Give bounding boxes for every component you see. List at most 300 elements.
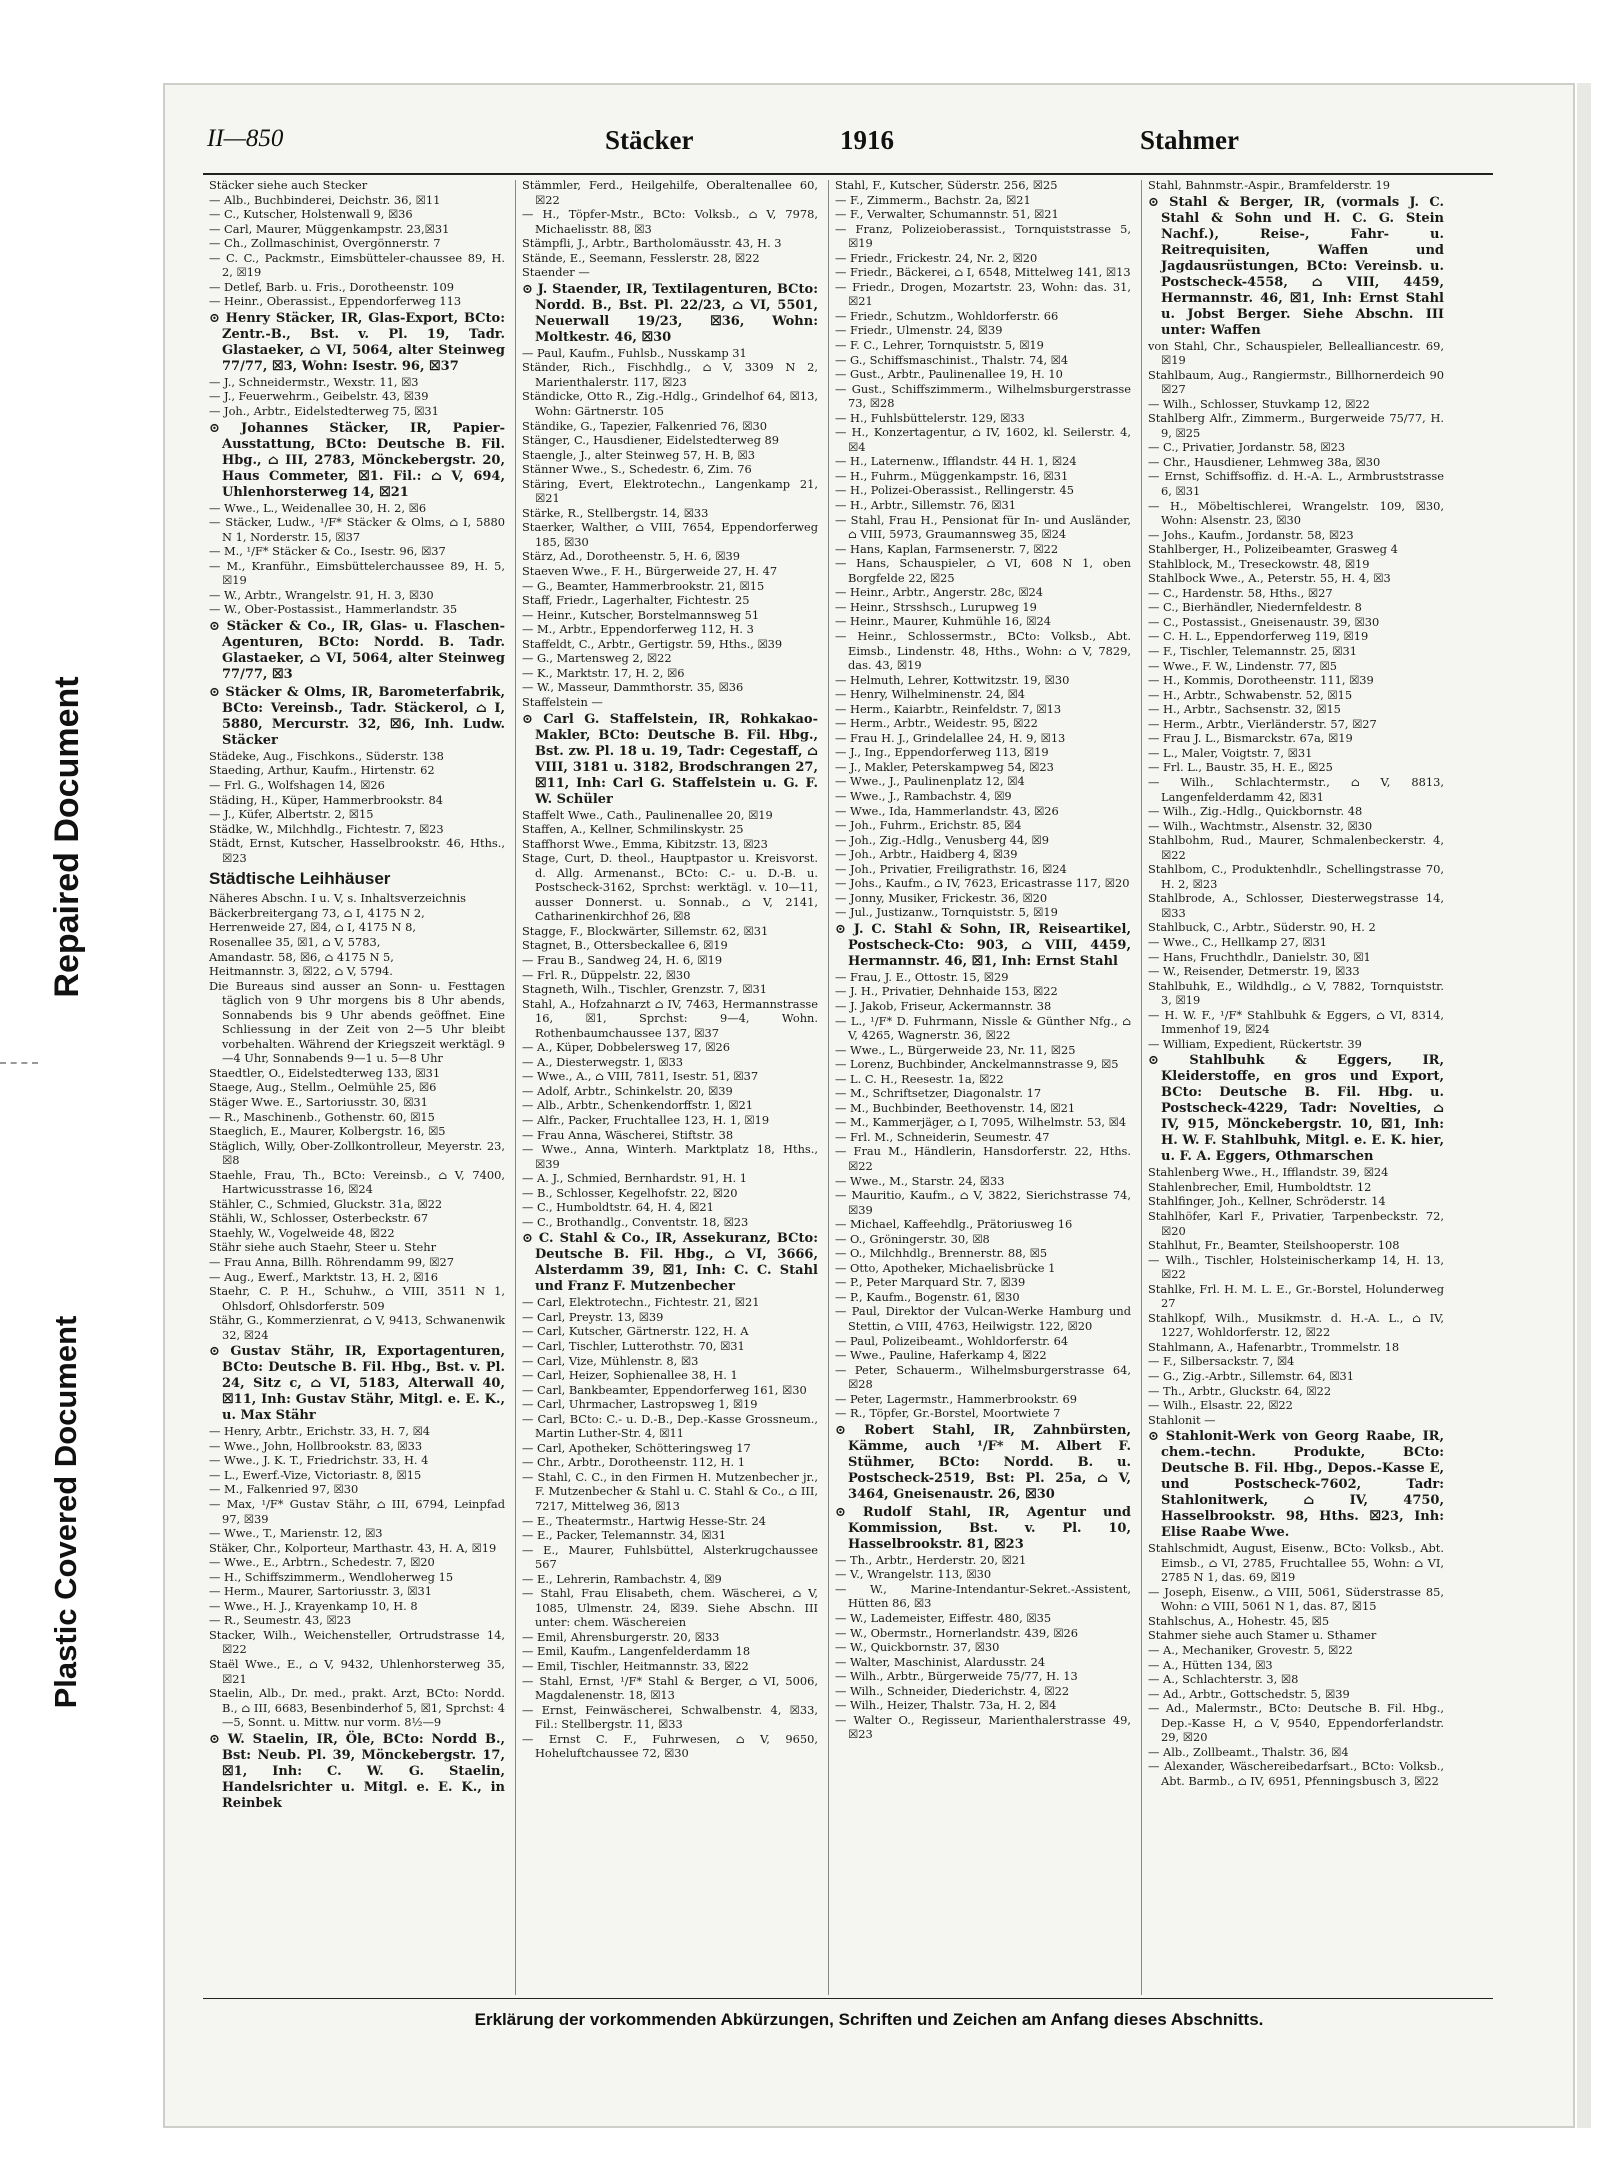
column-divider [1141, 180, 1142, 1995]
directory-entry: — Heinr., Arbtr., Angerstr. 28c, ☒24 [835, 585, 1044, 600]
directory-entry: Staelin, Alb., Dr. med., prakt. Arzt, BCto: Nordd. B., ⌂ III, 6683, Besenbinderhof 5, ☒1, Sprchst: 4—5, Sonnt. u. Mittw. nur vorm. 8½—9 [209, 1686, 505, 1730]
directory-entry: — J., Feuerwehrm., Geibelstr. 43, ☒39 [209, 389, 429, 404]
directory-entry: — J. Jakob, Friseur, Ackermannstr. 38 [835, 998, 1052, 1013]
directory-entry: ⊙ Johannes Stäcker, IR, Papier-Ausstattung, BCto: Deutsche B. Fil. Hbg., ⌂ III, 2783, Mönckebergstr. 20, Haus Commeter, ☒1. Fil.: ⌂ V, 694, Uhlenhorsterweg 14, ☒21 [209, 420, 505, 500]
directory-entry: Stahlmann, A., Hafenarbtr., Trommelstr. 18 [1148, 1339, 1400, 1354]
directory-entry: — Herm., Kaiarbtr., Reinfeldstr. 7, ☒13 [835, 701, 1062, 716]
directory-entry: Stahlbuck, C., Arbtr., Süderstr. 90, H. 2 [1148, 920, 1376, 935]
directory-entry: — Emil, Ahrensburgerstr. 20, ☒33 [522, 1629, 720, 1644]
directory-entry: Ständer, Rich., Fischhdlg., ⌂ V, 3309 N 2, Marienthalerstr. 117, ☒23 [522, 360, 818, 389]
directory-entry: Staehly, W., Vogelweide 48, ☒22 [209, 1225, 395, 1240]
directory-entry: — Heinr., Kutscher, Borstelmannsweg 51 [522, 607, 760, 622]
directory-entry: — J., Ing., Eppendorferweg 113, ☒19 [835, 745, 1049, 760]
directory-entry: — J., Küfer, Albertstr. 2, ☒15 [209, 807, 374, 822]
directory-entry: — Wilh., Wachtmstr., Alsenstr. 32, ☒30 [1148, 818, 1373, 833]
directory-entry: — G., Zig.-Arbtr., Sillemstr. 64, ☒31 [1148, 1369, 1355, 1383]
directory-entry: Stähler, C., Schmied, Gluckstr. 31a, ☒22 [209, 1196, 443, 1211]
directory-entry: Die Bureaus sind ausser an Sonn- u. Festtagen täglich von 9 Uhr morgens bis 8 Uhr abends, Sonnabends bis 9 Uhr abends geöffnet. Eine Schliessung in der Zeit von 2—5 Uhr bleibt vorbehalten. Während der Kriegszeit werktägl. 9—4 Uhr, Sonnabends 9—1 u. 5—8 Uhr [209, 978, 505, 1066]
directory-entry: — L., Ewerf.-Vize, Victoriastr. 8, ☒15 [209, 1467, 422, 1482]
directory-entry: Stärke, R., Stellbergstr. 14, ☒33 [522, 505, 709, 520]
directory-entry: Stahlbuhk, E., Wildhdlg., ⌂ V, 7882, Tornquiststr. 3, ☒19 [1148, 978, 1444, 1008]
directory-entry: — Wwe., Pauline, Haferkamp 4, ☒22 [835, 1348, 1047, 1363]
directory-entry: — Carl, Vize, Mühlenstr. 8, ☒3 [522, 1353, 699, 1368]
directory-entry: — Adolf, Arbtr., Schinkelstr. 20, ☒39 [522, 1083, 733, 1098]
directory-entry: — H., Kommis, Dorotheenstr. 111, ☒39 [1148, 673, 1374, 688]
directory-entry: — Carl, Preystr. 13, ☒39 [522, 1309, 664, 1324]
directory-entry: — Frau, J. E., Ottostr. 15, ☒29 [835, 969, 1009, 984]
directory-entry: — Henry, Arbtr., Erichstr. 33, H. 7, ☒4 [209, 1424, 431, 1439]
directory-entry: — H., Arbtr., Sachsenstr. 32, ☒15 [1148, 702, 1341, 717]
directory-entry: Stahlschus, A., Hohestr. 45, ☒5 [1148, 1613, 1330, 1628]
directory-entry: ⊙ Stäcker & Olms, IR, Barometerfabrik, BCto: Vereinsb., Tadr. Stäckerol, ⌂ I, 5880, Mercurstr. 32, ☒6, Inh. Ludw. Stäcker [209, 684, 505, 748]
directory-entry: — Stahl, Frau Elisabeth, chem. Wäscherei, ⌂ V, 1085, Ulmenstr. 24, ☒39. Siehe Abschn. III unter: chem. Wäschereien [522, 1586, 818, 1630]
directory-entry: — Paul, Polizeibeamt., Wohldorferstr. 64 [835, 1333, 1069, 1348]
directory-entry: — Carl, Bankbeamter, Eppendorferweg 161, ☒30 [522, 1382, 807, 1397]
directory-entry: — L., ¹/F* D. Fuhrmann, Nissle & Günther Nfg., ⌂ V, 4265, Wagnerstr. 36, ☒22 [835, 1013, 1131, 1043]
directory-entry: — A., Küper, Dobbelersweg 17, ☒26 [522, 1040, 730, 1055]
directory-entry: — Joseph, Eisenw., ⌂ VIII, 5061, Süderstrasse 85, Wohn: ⌂ VIII, 5061 N 1, das. 87, ☒15 [1148, 1584, 1444, 1614]
directory-entry: — Frl. G., Wolfshagen 14, ☒26 [209, 778, 385, 793]
directory-entry: — H., Arbtr., Sillemstr. 76, ☒31 [835, 498, 1016, 513]
directory-entry: Staender — [522, 265, 590, 280]
directory-entry: Stagnet, B., Ottersbeckallee 6, ☒19 [522, 938, 728, 953]
directory-entry: — Alexander, Wäschereibedarfsart., BCto: Volksb., Abt. Barmb., ⌂ IV, 6951, Pfenningsbusch 3, ☒22 [1148, 1759, 1444, 1788]
directory-entry: — B., Schlosser, Kegelhofstr. 22, ☒20 [522, 1185, 738, 1200]
directory-entry: — Carl, Uhrmacher, Lastropsweg 1, ☒19 [522, 1397, 758, 1412]
directory-entry: — F., Zimmerm., Bachstr. 2a, ☒21 [835, 192, 1031, 207]
directory-entry: ⊙ J. C. Stahl & Sohn, IR, Reiseartikel, Postscheck-Cto: 903, ⌂ VIII, 4459, Hermannstr. 46, ☒1, Inh: Ernst Stahl [835, 921, 1131, 969]
footer-rule [203, 1998, 1493, 1999]
directory-entry: — Wilh., Tischler, Holsteinischerkamp 14, H. 13, ☒22 [1148, 1252, 1444, 1282]
directory-entry: — Friedr., Drogen, Mozartstr. 23, Wohn: das. 31, ☒21 [835, 279, 1131, 309]
directory-entry: — Ernst, Schiffsoffiz. d. H.-A. L., Armbruststrasse 6, ☒31 [1148, 469, 1444, 499]
page-number: II—850 [207, 125, 284, 152]
directory-entry: — E., Maurer, Fuhlsbüttel, Alsterkrugchaussee 567 [522, 1542, 818, 1572]
directory-entry: — A., Hütten 134, ☒3 [1148, 1657, 1273, 1672]
directory-entry: — Herm., Maurer, Sartoriusstr. 3, ☒31 [209, 1584, 432, 1599]
directory-entry: — Joh., Arbtr., Eidelstedterweg 75, ☒31 [209, 404, 439, 419]
directory-entry: — H., Töpfer-Mstr., BCto: Volksb., ⌂ V, 7978, Michaelisstr. 88, ☒3 [522, 207, 818, 236]
directory-entry: Stahlenbrecher, Emil, Humboldtstr. 12 [1148, 1179, 1372, 1194]
directory-entry: — Wilh., Schneider, Diederichstr. 4, ☒22 [835, 1683, 1070, 1698]
directory-entry: — Franz, Polizeioberassist., Tornquiststrasse 5, ☒19 [835, 221, 1131, 251]
directory-entry: Herrenweide 27, ☒4, ⌂ I, 4175 N 8, [209, 920, 416, 935]
header-rule [203, 173, 1493, 175]
directory-entry: — C. C., Packmstr., Eimsbütteler-chaussee 89, H. 2, ☒19 [209, 250, 505, 280]
directory-entry: — W., Ober-Postassist., Hammerlandstr. 35 [209, 602, 458, 617]
directory-entry: Stacker, Wilh., Weichensteller, Ortrudstrasse 14, ☒22 [209, 1627, 505, 1657]
directory-entry: — A. J., Schmied, Bernhardstr. 91, H. 1 [522, 1171, 748, 1186]
directory-entry: Stahlfinger, Joh., Kellner, Schröderstr. 14 [1148, 1194, 1386, 1209]
directory-entry: — Hans, Schauspieler, ⌂ VI, 608 N 1, oben Borgfelde 22, ☒25 [835, 556, 1131, 585]
directory-entry: — W., Quickbornstr. 37, ☒30 [835, 1640, 1000, 1655]
directory-entry: Bäckerbreitergang 73, ⌂ I, 4175 N 2, [209, 905, 425, 920]
directory-entry: ⊙ Gustav Stähr, IR, Exportagenturen, BCto: Deutsche B. Fil. Hbg., Bst. v. Pl. 24, Sitz c, ⌂ VI, 5183, Alterwall 40, ☒11, Inh: Gustav Stähr, Mitgl. e. E. K., u. Max Stähr [209, 1344, 505, 1424]
directory-entry: — A., Schlachterstr. 3, ☒8 [1148, 1672, 1299, 1687]
directory-entry: — Wwe., F. W., Lindenstr. 77, ☒5 [1148, 658, 1337, 673]
directory-entry: — Wwe., J., Rambachstr. 4, ☒9 [835, 788, 1012, 803]
directory-entry: — R., Maschinenb., Gothenstr. 60, ☒15 [209, 1109, 435, 1124]
directory-entry: Stahl, F., Kutscher, Süderstr. 256, ☒25 [835, 178, 1058, 192]
directory-entry: — L., Maler, Voigtstr. 7, ☒31 [1148, 745, 1313, 760]
directory-entry: — Wwe., L., Weidenallee 30, H. 2, ☒6 [209, 500, 427, 515]
directory-entry: — Alb., Arbtr., Schenkendorffstr. 1, ☒21 [522, 1098, 753, 1113]
directory-entry: — Frau J. L., Bismarckstr. 67a, ☒19 [1148, 731, 1353, 746]
directory-entry: — P., Kaufm., Bogenstr. 61, ☒30 [835, 1289, 1020, 1304]
directory-entry: — Wwe., E., Arbtrn., Schedestr. 7, ☒20 [209, 1555, 435, 1570]
directory-entry: Stagneth, Wilh., Tischler, Grenzstr. 7, ☒31 [522, 982, 767, 997]
directory-entry: Stahlkopf, Wilh., Musikmstr. d. H.-A. L., ⌂ IV, 1227, Wohldorferstr. 12, ☒22 [1148, 1310, 1444, 1340]
directory-entry: — E., Theatermstr., Hartwig Hesse-Str. 24 [522, 1513, 767, 1528]
directory-entry: — Gust., Arbtr., Paulinenallee 19, H. 10 [835, 367, 1063, 382]
directory-entry: Staengle, J., alter Steinweg 57, H. B, ☒3 [522, 447, 756, 462]
directory-entry: Stahlschmidt, August, Eisenw., BCto: Volksb., Abt. Eimsb., ⌂ VI, 2785, Fruchtallee 55, Wohn: ⌂ VI, 2785 N 1, das. 69, ☒19 [1148, 1541, 1444, 1585]
directory-column-1 [209, 178, 505, 1993]
directory-entry: — E., Lehrerin, Rambachstr. 4, ☒9 [522, 1571, 722, 1586]
directory-entry: — William, Expedient, Rückertstr. 39 [1148, 1036, 1362, 1051]
header-last-entry: Stahmer [1140, 125, 1239, 155]
directory-entry: — J. H., Privatier, Dehnhaide 153, ☒22 [835, 984, 1058, 999]
directory-entry: — Paul, Direktor der Vulcan-Werke Hamburg und Stettin, ⌂ VIII, 4763, Heilwigstr. 122, ☒20 [835, 1304, 1131, 1334]
directory-entry: Stäring, Evert, Elektrotechn., Langenkamp 21, ☒21 [522, 476, 818, 506]
directory-entry: — H., Konzertagentur, ⌂ IV, 1602, kl. Seilerstr. 4, ☒4 [835, 425, 1131, 454]
directory-entry: — J., Schneidermstr., Wexstr. 11, ☒3 [209, 374, 419, 389]
directory-entry: — Wwe., J. K. T., Friedrichstr. 33, H. 4 [209, 1453, 429, 1468]
directory-entry: — Frl. L., Baustr. 35, H. E., ☒25 [1148, 760, 1333, 775]
directory-entry: — C. H. L., Eppendorferweg 119, ☒19 [1148, 629, 1369, 644]
directory-entry: Stahlblock, M., Treseckowstr. 48, ☒19 [1148, 556, 1370, 571]
directory-entry: Stahlbaum, Aug., Rangiermstr., Billhornerdeich 90 ☒27 [1148, 367, 1444, 397]
directory-entry: Stahlhut, Fr., Beamter, Steilshooperstr. 108 [1148, 1238, 1400, 1253]
directory-entry: — M., Schriftsetzer, Diagonalstr. 17 [835, 1086, 1042, 1101]
directory-entry: — Wwe., M., Starstr. 24, ☒33 [835, 1173, 1005, 1188]
directory-entry: — Alb., Zollbeamt., Thalstr. 36, ☒4 [1148, 1744, 1349, 1759]
directory-entry: — Ernst C. F., Fuhrwesen, ⌂ V, 9650, Hoheluftchaussee 72, ☒30 [522, 1731, 818, 1761]
directory-entry: Staedtler, O., Eidelstedterweg 133, ☒31 [209, 1065, 441, 1080]
directory-entry: — V., Wrangelstr. 113, ☒30 [835, 1567, 992, 1582]
directory-entry: von Stahl, Chr., Schauspieler, Bellealliancestr. 69, ☒19 [1148, 338, 1444, 368]
directory-entry: — Wwe., Anna, Winterh. Marktplatz 18, Hths., ☒39 [522, 1142, 818, 1171]
directory-entry: — Michael, Kaffeehdlg., Prätoriusweg 16 [835, 1217, 1073, 1232]
directory-entry: — H., Arbtr., Schwabenstr. 52, ☒15 [1148, 687, 1353, 702]
directory-entry: — Wilh., Heizer, Thalstr. 73a, H. 2, ☒4 [835, 1698, 1057, 1713]
directory-entry: — Wwe., L., Bürgerweide 23, Nr. 11, ☒25 [835, 1042, 1076, 1057]
directory-entry: Stahlberger, H., Polizeibeamter, Grasweg 4 [1148, 542, 1398, 557]
directory-entry: Stähli, W., Schlosser, Osterbeckstr. 67 [209, 1211, 429, 1226]
directory-entry: — Heinr., Maurer, Kuhmühle 16, ☒24 [835, 614, 1051, 629]
directory-entry: — R., Töpfer, Gr.-Borstel, Moortwiete 7 [835, 1406, 1061, 1421]
directory-entry: Stahlberg Alfr., Zimmerm., Burgerweide 75/77, H. 9, ☒25 [1148, 411, 1444, 440]
directory-entry: — Frau Anna, Wäscherei, Stiftstr. 38 [522, 1127, 734, 1142]
directory-entry: Heitmannstr. 3, ☒22, ⌂ V, 5794. [209, 964, 393, 979]
directory-entry: — Aug., Ewerf., Marktstr. 13, H. 2, ☒16 [209, 1269, 438, 1284]
directory-entry: Staege, Aug., Stellm., Oelmühle 25, ☒6 [209, 1080, 437, 1095]
directory-entry: — M., Kammerjäger, ⌂ I, 7095, Wilhelmstr. 53, ☒4 [835, 1115, 1127, 1130]
directory-entry: ⊙ Carl G. Staffelstein, IR, Rohkakao-Makler, BCto: Deutsche B. Fil. Hbg., Bst. zw. Pl. 18 u. 19, Tadr: Cegestaff, ⌂ VIII, 3181 u. 3182, Brodschrangen 27, ☒11, Inh: Carl G. Staffelstein u. G. F. W. Schüler [522, 711, 818, 807]
directory-entry: — Frau Anna, Billh. Röhrendamm 99, ☒27 [209, 1254, 454, 1269]
directory-entry: — Carl, Elektrotechn., Fichtestr. 21, ☒21 [522, 1295, 760, 1310]
repair-boundary-dash [0, 1062, 38, 1064]
directory-entry: — A., Diesterwegstr. 1, ☒33 [522, 1054, 684, 1069]
directory-entry: — Ad., Arbtr., Gottschedstr. 5, ☒39 [1148, 1686, 1350, 1701]
directory-entry: Stämpfli, J., Arbtr., Bartholomäusstr. 43, H. 3 [522, 236, 782, 251]
directory-entry: — R., Seumestr. 43, ☒23 [209, 1613, 352, 1628]
directory-entry: Stänger, C., Hausdiener, Eidelstedterweg 89 [522, 433, 779, 448]
directory-entry: — Herm., Arbtr., Vierländerstr. 57, ☒27 [1148, 716, 1377, 731]
directory-entry: Stahlbom, C., Produktenhdlr., Schellingstrasse 70, H. 2, ☒23 [1148, 862, 1444, 891]
directory-entry: Stahmer siehe auch Stamer u. Sthamer [1148, 1628, 1377, 1643]
directory-entry: — P., Peter Marquard Str. 7, ☒39 [835, 1275, 1026, 1290]
directory-entry: — G., Martensweg 2, ☒22 [522, 651, 672, 666]
directory-entry: — W., Reisender, Detmerstr. 19, ☒33 [1148, 964, 1360, 979]
directory-entry: Stahl, Bahnmstr.-Aspir., Bramfelderstr. 19 [1148, 178, 1391, 192]
directory-entry: — Otto, Apotheker, Michaelisbrücke 1 [835, 1260, 1056, 1275]
directory-entry: — Wilh., Zig.-Hdlg., Quickbornstr. 48 [1148, 804, 1363, 819]
directory-entry: Staël Wwe., E., ⌂ V, 9432, Uhlenhorsterweg 35, ☒21 [209, 1657, 505, 1686]
directory-entry: Staffeldt, C., Arbtr., Gertigstr. 59, Hths., ☒39 [522, 636, 783, 651]
directory-entry: — M., Kranführ., Eimsbüttelerchaussee 89, H. 5, ☒19 [209, 558, 505, 588]
directory-entry: — H., Möbeltischlerei, Wrangelstr. 109, ☒30, Wohn: Alsenstr. 23, ☒30 [1148, 498, 1444, 528]
directory-entry: — Emil, Tischler, Heitmannstr. 33, ☒22 [522, 1659, 749, 1674]
directory-entry: Städt, Ernst, Kutscher, Hasselbrookstr. 46, Hths., ☒23 [209, 836, 505, 865]
directory-entry: ⊙ J. Staender, IR, Textilagenturen, BCto: Nordd. B., Bst. Pl. 22/23, ⌂ VI, 5501, Neuerwall 19/23, ☒36, Wohn: Moltkestr. 46, ☒30 [522, 281, 818, 345]
directory-entry: — Joh., Privatier, Freiligrathstr. 16, ☒24 [835, 861, 1067, 876]
directory-entry: — Chr., Hausdiener, Lehmweg 38a, ☒30 [1148, 454, 1381, 469]
directory-entry: — W., Lademeister, Eiffestr. 480, ☒35 [835, 1611, 1052, 1626]
directory-entry: — Carl, BCto: C.- u. D.-B., Dep.-Kasse Grossneum., Martin Luther-Str. 4, ☒11 [522, 1411, 818, 1441]
directory-entry: ⊙ Robert Stahl, IR, Zahnbürsten, Kämme, auch ¹/F* M. Albert F. Stühmer, BCto: Nordd. B. u. Postscheck-2519, Bst: Pl. 25a, ⌂ V, 3464, Gneisenaustr. 26, ☒30 [835, 1422, 1131, 1502]
directory-entry: — Joh., Zig.-Hdlg., Venusberg 44, ☒9 [835, 832, 1049, 847]
directory-entry: — Chr., Arbtr., Dorotheenstr. 112, H. 1 [522, 1455, 745, 1470]
directory-entry: — Herm., Arbtr., Weidestr. 95, ☒22 [835, 716, 1038, 731]
directory-entry: Staffen, A., Kellner, Schmilinskystr. 25 [522, 822, 744, 837]
directory-entry: — Wwe., A., ⌂ VIII, 7811, Isestr. 51, ☒37 [522, 1069, 759, 1084]
directory-entry: — H., Schiffszimmerm., Wendloherweg 15 [209, 1569, 454, 1584]
directory-entry: — Ch., Zollmaschinist, Overgönnerstr. 7 [209, 236, 441, 251]
header-first-entry: Stäcker [605, 125, 694, 155]
directory-entry: ⊙ Stahlbuhk & Eggers, IR, Kleiderstoffe, en gros und Export, BCto: Deutsche B. Fil. Hbg. u. Postscheck-4229, Tadr: Novelties, ⌂ IV, 915, Mönckebergstr. 10, ☒1, Inh: H. W. F. Stahlbuhk, Mitgl. e. E. K. hier, u. F. A. Eggers, Othmarschen [1148, 1053, 1444, 1165]
directory-entry: — H., Fuhlsbüttelerstr. 129, ☒33 [835, 410, 1025, 425]
directory-entry: — C., Postassist., Gneisenaustr. 39, ☒30 [1148, 614, 1380, 629]
directory-entry: — Wilh., Elsastr. 22, ☒22 [1148, 1398, 1293, 1413]
directory-entry: — Carl, Kutscher, Gärtnerstr. 122, H. A [522, 1324, 749, 1339]
directory-entry: — W., Marine-Intendantur-Sekret.-Assistent, Hütten 86, ☒3 [835, 1581, 1131, 1611]
directory-entry: — Friedr., Schutzm., Wohldorferstr. 66 [835, 308, 1059, 323]
directory-entry: Stage, Curt, D. theol., Hauptpastor u. Kreisvorst. d. Allg. Armenanst., BCto: C.- u. D.-B. u. Postscheck-3162, Sprchst: werktägl. v. 10—11, ausser Donnerst. u. Sonnab., ⌂ V, 2141, Catharinenkirchhof 26, ☒8 [522, 851, 818, 924]
directory-entry: — K., Marktstr. 17, H. 2, ☒6 [522, 665, 685, 680]
directory-entry: ⊙ Henry Stäcker, IR, Glas-Export, BCto: Zentr.-B., Bst. v. Pl. 19, Tadr. Glastaeker, ⌂ VI, 5064, alter Steinweg 77/77, ☒3, Wohn: Isestr. 96, ☒37 [209, 310, 505, 374]
directory-entry: Stahlbock Wwe., A., Peterstr. 55, H. 4, ☒3 [1148, 571, 1391, 586]
directory-entry: — F., Tischler, Telemannstr. 25, ☒31 [1148, 644, 1358, 659]
page-edge-shadow [1577, 83, 1591, 2128]
directory-entry: Staerker, Walther, ⌂ VIII, 7654, Eppendorferweg 185, ☒30 [522, 520, 818, 549]
directory-entry: — Wwe., J., Paulinenplatz 12, ☒4 [835, 774, 1025, 789]
directory-entry: — G., Schiffsmaschinist., Thalstr. 74, ☒4 [835, 352, 1069, 367]
directory-entry: — Johs., Kaufm., Jordanstr. 58, ☒23 [1148, 527, 1354, 542]
directory-entry: — C., Humboldtstr. 64, H. 4, ☒21 [522, 1200, 714, 1215]
directory-entry: — Wwe., C., Hellkamp 27, ☒31 [1148, 934, 1328, 949]
directory-entry: — A., Mechaniker, Grovestr. 5, ☒22 [1148, 1643, 1353, 1658]
directory-entry: Stähr, G., Kommerzienrat, ⌂ V, 9413, Schwanenwik 32, ☒24 [209, 1313, 505, 1342]
directory-entry: — M., ¹/F* Stäcker & Co., Isestr. 96, ☒37 [209, 544, 446, 559]
directory-entry: Staeven Wwe., F. H., Bürgerweide 27, H. 47 [522, 564, 778, 579]
directory-entry: — Helmuth, Lehrer, Kottwitzstr. 19, ☒30 [835, 672, 1070, 687]
directory-entry: — Frl. M., Schneiderin, Seumestr. 47 [835, 1129, 1050, 1144]
directory-entry: — C., Hardenstr. 58, Hths., ☒27 [1148, 585, 1333, 600]
directory-entry: Stände, E., Seemann, Fesslerstr. 28, ☒22 [522, 250, 760, 265]
directory-entry: — M., Arbtr., Eppendorferweg 112, H. 3 [522, 622, 754, 637]
directory-page [163, 83, 1575, 2128]
directory-entry: Staeglich, E., Maurer, Kolbergstr. 16, ☒5 [209, 1124, 446, 1139]
directory-entry: — H., Polizei-Oberassist., Rellingerstr. 45 [835, 483, 1075, 498]
directory-entry: — H. W. F., ¹/F* Stahlbuhk & Eggers, ⌂ VI, 8314, Immenhof 19, ☒24 [1148, 1007, 1444, 1037]
directory-column-2 [522, 178, 818, 1993]
directory-entry: Stagge, F., Blockwärter, Sillemstr. 62, ☒31 [522, 923, 769, 938]
directory-entry: — Carl, Heizer, Sophienallee 38, H. 1 [522, 1368, 738, 1383]
directory-entry: Stäger Wwe. E., Sartoriusstr. 30, ☒31 [209, 1094, 428, 1109]
column-divider [828, 180, 829, 1995]
directory-entry: — Frl. R., Düppelstr. 22, ☒30 [522, 967, 691, 982]
directory-entry: Stahlhöfer, Karl F., Privatier, Tarpenbeckstr. 72, ☒20 [1148, 1208, 1444, 1238]
directory-entry: — Stahl, Frau H., Pensionat für In- und Ausländer, ⌂ VIII, 5973, Graumannsweg 35, ☒24 [835, 512, 1131, 542]
directory-entry: Staehle, Frau, Th., BCto: Vereinsb., ⌂ V, 7400, Hartwicusstrasse 16, ☒24 [209, 1167, 505, 1197]
directory-entry: — Jul., Justizanw., Tornquiststr. 5, ☒19 [835, 905, 1058, 920]
plastic-covered-document-label: Plastic Covered Document [48, 1315, 83, 1709]
directory-entry: — Gust., Schiffszimmerm., Wilhelmsburgerstrasse 73, ☒28 [835, 381, 1131, 411]
directory-entry: Städke, W., Milchhdlg., Fichtestr. 7, ☒23 [209, 821, 444, 836]
directory-entry: — O., Milchhdlg., Brennerstr. 88, ☒5 [835, 1246, 1048, 1261]
directory-entry: — Johs., Kaufm., ⌂ IV, 7623, Ericastrasse 117, ☒20 [835, 876, 1130, 891]
directory-entry: Stahl, A., Hofzahnarzt ⌂ IV, 7463, Hermannstrasse 16, ☒1, Sprchst: 9—4, Wohn. Rothenbaumchaussee 137, ☒37 [522, 996, 818, 1040]
directory-entry: — W., Masseur, Dammthorstr. 35, ☒36 [522, 680, 744, 695]
directory-entry: Stäglich, Willy, Ober-Zollkontrolleur, Meyerstr. 23, ☒8 [209, 1138, 505, 1168]
directory-entry: — Wwe., T., Marienstr. 12, ☒3 [209, 1526, 383, 1541]
directory-entry: — Peter, Lagermstr., Hammerbrookstr. 69 [835, 1391, 1077, 1406]
directory-entry: — G., Beamter, Hammerbrookstr. 21, ☒15 [522, 578, 765, 593]
directory-entry: Stämmler, Ferd., Heilgehilfe, Oberaltenallee 60, ☒22 [522, 178, 818, 207]
directory-entry: — Walter, Maschinist, Alardusstr. 24 [835, 1654, 1046, 1669]
directory-entry: Staeding, Arthur, Kaufm., Hirtenstr. 62 [209, 763, 435, 778]
directory-entry: — J., Makler, Peterskampweg 54, ☒23 [835, 759, 1054, 774]
directory-entry: — C., Privatier, Jordanstr. 58, ☒23 [1148, 440, 1346, 455]
directory-entry: — Stäcker, Ludw., ¹/F* Stäcker & Olms, ⌂ I, 5880 N 1, Norderstr. 15, ☒37 [209, 515, 505, 544]
directory-entry: — Wwe., H. J., Krayenkamp 10, H. 8 [209, 1598, 418, 1613]
directory-entry: — F., Silbersackstr. 7, ☒4 [1148, 1354, 1295, 1369]
directory-entry: — H., Fuhrm., Müggenkampstr. 16, ☒31 [835, 468, 1069, 483]
directory-entry: — C., Kutscher, Holstenwall 9, ☒36 [209, 207, 413, 222]
directory-entry: ⊙ Stäcker & Co., IR, Glas- u. Flaschen-Agenturen, BCto: Nordd. B. Tadr. Glastaeker, ⌂ VI, 5064, alter Steinweg 77/77, ☒3 [209, 618, 505, 682]
directory-entry: — Friedr., Bäckerei, ⌂ I, 6548, Mittelweg 141, ☒13 [835, 265, 1131, 280]
directory-entry: — Joh., Fuhrm., Erichstr. 85, ☒4 [835, 818, 1022, 833]
directory-entry: — Friedr., Ulmenstr. 24, ☒39 [835, 323, 1003, 338]
directory-entry: Staffelstein — [522, 694, 603, 709]
directory-entry: Ständicke, Otto R., Zig.-Hdlg., Grindelhof 64, ☒13, Wohn: Gärtnerstr. 105 [522, 389, 818, 419]
directory-entry: — Hans, Fruchthdlr., Danielstr. 30, ☒1 [1148, 949, 1371, 964]
directory-entry: — Hans, Kaplan, Farmsenerstr. 7, ☒22 [835, 541, 1059, 556]
page-header [165, 125, 1573, 165]
directory-entry: — Wilh., Arbtr., Bürgerweide 75/77, H. 13 [835, 1669, 1078, 1684]
directory-entry: — Th., Arbtr., Gluckstr. 64, ☒22 [1148, 1383, 1332, 1398]
directory-entry: Staff, Friedr., Lagerhalter, Fichtestr. 25 [522, 593, 750, 608]
directory-entry: — O., Gröningerstr. 30, ☒8 [835, 1231, 990, 1246]
header-year: 1916 [840, 125, 894, 155]
directory-entry: Stänner Wwe., S., Schedestr. 6, Zim. 76 [522, 462, 752, 477]
directory-entry: — Paul, Kaufm., Fuhlsb., Nusskamp 31 [522, 345, 747, 360]
directory-entry: Amandastr. 58, ☒6, ⌂ 4175 N 5, [209, 949, 394, 964]
directory-entry: — M., Buchbinder, Beethovenstr. 14, ☒21 [835, 1100, 1076, 1115]
directory-entry: — Stahl, Ernst, ¹/F* Stahl & Berger, ⌂ VI, 5006, Magdalenenstr. 18, ☒13 [522, 1673, 818, 1703]
repaired-document-label: Repaired Document [48, 676, 86, 998]
directory-entry: — Wwe., Ida, Hammerlandstr. 43, ☒26 [835, 803, 1059, 818]
directory-entry: ⊙ C. Stahl & Co., IR, Assekuranz, BCto: Deutsche B. Fil. Hbg., ⌂ VI, 3666, Alsterdamm 39, ☒1, Inh: C. C. Stahl und Franz F. Mutzenbecher [522, 1231, 818, 1295]
directory-entry: — Ad., Malermstr., BCto: Deutsche B. Fil. Hbg., Dep.-Kasse H, ⌂ V, 9540, Eppendorferlandstr. 29, ☒20 [1148, 1701, 1444, 1745]
directory-entry: — Joh., Arbtr., Haidberg 4, ☒39 [835, 847, 1018, 862]
directory-entry: Stäcker siehe auch Stecker [209, 178, 368, 192]
directory-entry: — W., Arbtr., Wrangelstr. 91, H. 3, ☒30 [209, 587, 434, 602]
column-divider [515, 180, 516, 1995]
directory-entry: Stahlbohm, Rud., Maurer, Schmalenbeckerstr. 4, ☒22 [1148, 833, 1444, 862]
directory-entry: — F. C., Lehrer, Tornquiststr. 5, ☒19 [835, 338, 1044, 353]
directory-entry: — Carl, Maurer, Müggenkampstr. 23,☒31 [209, 221, 450, 236]
directory-entry: Stähr siehe auch Staehr, Steer u. Stehr [209, 1240, 437, 1255]
directory-entry: Stärz, Ad., Dorotheenstr. 5, H. 6, ☒39 [522, 549, 740, 564]
directory-entry: — Alb., Buchbinderei, Deichstr. 36, ☒11 [209, 192, 441, 207]
directory-entry: — Wilh., Schlachtermstr., ⌂ V, 8813, Langenfelderdamm 42, ☒31 [1148, 774, 1444, 804]
directory-entry: — Peter, Schauerm., Wilhelmsburgerstrasse 64, ☒28 [835, 1362, 1131, 1392]
directory-entry: Städeke, Aug., Fischkons., Süderstr. 138 [209, 748, 444, 763]
directory-column-4 [1148, 178, 1444, 1993]
directory-entry: — C., Bierhändler, Niedernfeldestr. 8 [1148, 600, 1362, 615]
directory-entry: — C., Brothandlg., Conventstr. 18, ☒23 [522, 1214, 749, 1229]
directory-entry: — Friedr., Frickestr. 24, Nr. 2, ☒20 [835, 250, 1038, 265]
directory-entry: — Carl, Apotheker, Schötteringsweg 17 [522, 1440, 751, 1455]
directory-entry: — Max, ¹/F* Gustav Stähr, ⌂ III, 6794, Leinpfad 97, ☒39 [209, 1497, 505, 1526]
directory-entry: Staehr, C. P. H., Schuhw., ⌂ VIII, 3511 N 1, Ohlsdorf, Ohlsdorferstr. 509 [209, 1284, 505, 1313]
directory-entry: Stahlbrode, A., Schlosser, Diesterwegstrasse 14, ☒33 [1148, 891, 1444, 920]
directory-entry: — Th., Arbtr., Herderstr. 20, ☒21 [835, 1552, 1027, 1567]
directory-entry: — Wwe., John, Hollbrookstr. 83, ☒33 [209, 1438, 423, 1453]
directory-entry: — Carl, Tischler, Lutterothstr. 70, ☒31 [522, 1339, 745, 1353]
directory-entry: — L. C. H., Reesestr. 1a, ☒22 [835, 1071, 1004, 1086]
directory-entry: — Heinr., Strsshsch., Lurupweg 19 [835, 599, 1037, 614]
directory-entry: — Walter O., Regisseur, Marienthalerstrasse 49, ☒23 [835, 1712, 1131, 1742]
directory-entry: — Heinr., Schlossermstr., BCto: Volksb., Abt. Eimsb., Lindenstr. 48, Hths., Wohn: ⌂ V, 7829, das. 43, ☒19 [835, 628, 1131, 673]
directory-column-3 [835, 178, 1131, 1993]
directory-entry: Näheres Abschn. I u. V, s. Inhaltsverzeichnis [209, 891, 466, 906]
directory-entry: — Frau M., Händlerin, Hansdorferstr. 22, Hths. ☒22 [835, 1144, 1131, 1173]
directory-entry: — Emil, Kaufm., Langenfelderdamm 18 [522, 1644, 751, 1659]
directory-entry: Staffelt Wwe., Cath., Paulinenallee 20, ☒19 [522, 807, 773, 822]
directory-entry: Staffhorst Wwe., Emma, Kibitzstr. 13, ☒23 [522, 836, 768, 851]
directory-entry: Stahlenberg Wwe., H., Ifflandstr. 39, ☒24 [1148, 1165, 1389, 1180]
directory-entry: — Mauritio, Kaufm., ⌂ V, 3822, Sierichstrasse 74, ☒39 [835, 1188, 1131, 1217]
directory-entry: Stäker, Chr., Kolporteur, Marthastr. 43, H. A, ☒19 [209, 1540, 497, 1555]
directory-entry: — Heinr., Oberassist., Eppendorferweg 113 [209, 294, 462, 309]
directory-entry: ⊙ W. Staelin, IR, Öle, BCto: Nordd B., Bst: Neub. Pl. 39, Mönckebergstr. 17, ☒1, Inh: C. W. G. Staelin, Handelsrichter u. Mitgl. e. E. K., in Reinbek [209, 1731, 505, 1811]
directory-entry: — Ernst, Feinwäscherei, Schwalbenstr. 4, ☒33, Fil.: Stellbergstr. 11, ☒33 [522, 1702, 818, 1732]
directory-entry: — M., Falkenried 97, ☒30 [209, 1482, 359, 1497]
directory-entry: — Lorenz, Buchbinder, Anckelmannstrasse 9, ☒5 [835, 1057, 1119, 1072]
directory-entry: ⊙ Rudolf Stahl, IR, Agentur und Kommission, Bst. v. Pl. 10, Hasselbrookstr. 81, ☒23 [835, 1504, 1131, 1552]
section-heading: Städtische Leihhäuser [209, 869, 391, 889]
directory-entry: — Frau H. J., Grindelallee 24, H. 9, ☒13 [835, 730, 1066, 745]
directory-entry: — Frau B., Sandweg 24, H. 6, ☒19 [522, 952, 723, 967]
directory-entry: — Alfr., Packer, Fruchtallee 123, H. 1, ☒19 [522, 1112, 770, 1127]
directory-entry: Ständike, G., Tapezier, Falkenried 76, ☒30 [522, 418, 767, 433]
directory-entry: — Detlef, Barb. u. Fris., Dorotheenstr. 109 [209, 279, 454, 294]
directory-entry: Stahlke, Frl. H. M. L. E., Gr.-Borstel, Holunderweg 27 [1148, 1281, 1444, 1311]
directory-entry: — E., Packer, Telemannstr. 34, ☒31 [522, 1528, 726, 1543]
